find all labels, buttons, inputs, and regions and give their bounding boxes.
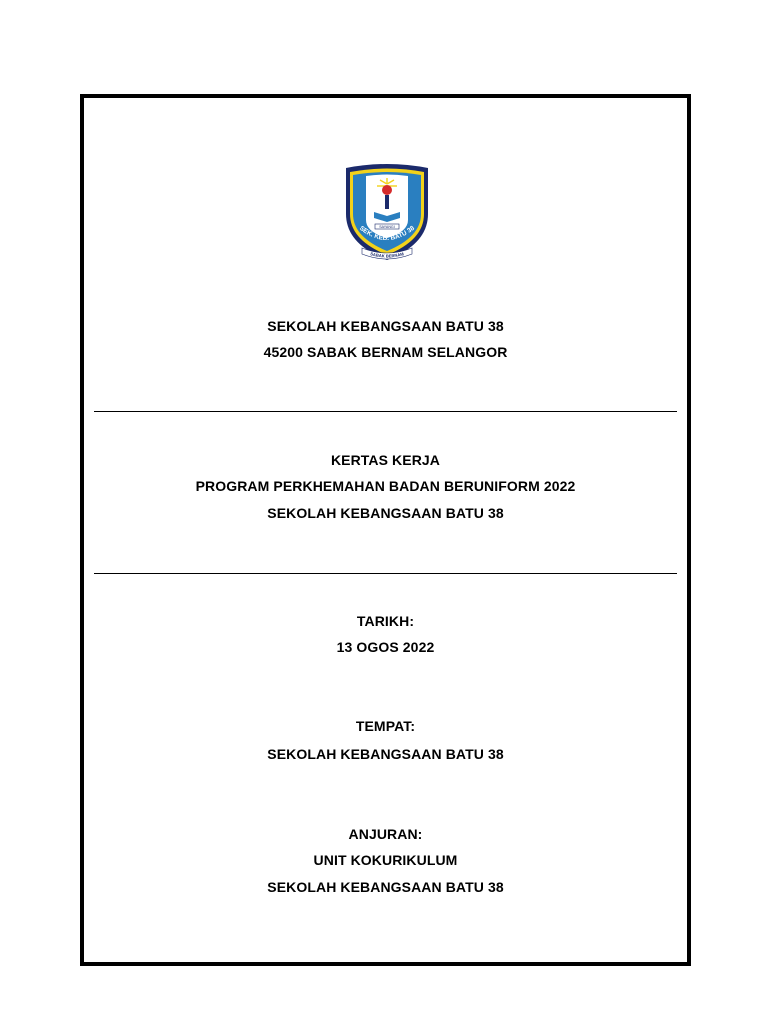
cover-frame (80, 94, 691, 966)
tempat-label: TEMPAT: (355, 718, 416, 734)
school-crest-logo (342, 162, 432, 262)
svg-text:SABAK BERNAM: SABAK BERNAM (369, 251, 405, 259)
doc-type: KERTAS KERJA (330, 452, 441, 468)
program-title: PROGRAM PERKHEMAHAN BADAN BERUNIFORM 2022 (195, 478, 576, 494)
school-name: SEKOLAH KEBANGSAAN BATU 38 (267, 318, 504, 334)
anjuran-label: ANJURAN: (348, 826, 423, 842)
svg-text:SAYANGI: SAYANGI (379, 225, 395, 229)
divider-top (94, 411, 677, 412)
anjuran-unit: UNIT KOKURIKULUM (313, 852, 458, 868)
tempat-value: SEKOLAH KEBANGSAAN BATU 38 (267, 746, 504, 762)
anjuran-school: SEKOLAH KEBANGSAAN BATU 38 (267, 879, 504, 895)
divider-bottom (94, 573, 677, 574)
svg-text:SEK. KEB. BATU 38: SEK. KEB. BATU 38 (358, 224, 416, 243)
tarikh-label: TARIKH: (356, 613, 415, 629)
school-address: 45200 SABAK BERNAM SELANGOR (263, 344, 508, 360)
tarikh-value: 13 OGOS 2022 (336, 639, 435, 655)
program-school: SEKOLAH KEBANGSAAN BATU 38 (267, 505, 504, 521)
